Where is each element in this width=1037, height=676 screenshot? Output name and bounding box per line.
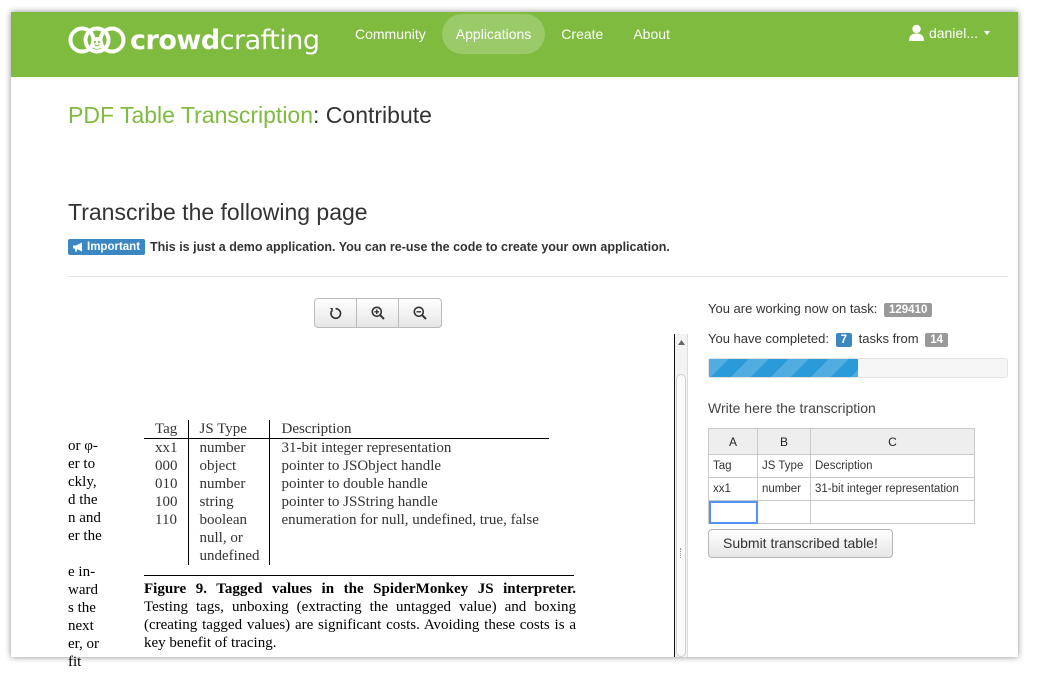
completion-status: You have completed: 7 tasks from 14 — [708, 331, 948, 347]
zoom-out-icon — [413, 306, 427, 320]
user-name: daniel... — [928, 24, 978, 41]
pdf-table-row: undefined — [144, 547, 549, 565]
progress-bar — [708, 358, 1008, 378]
pdf-text-fragment: ckly, — [68, 474, 97, 490]
nav-create[interactable]: Create — [561, 26, 604, 42]
crowdcrafting-logo-icon — [68, 21, 126, 59]
submit-button[interactable]: Submit transcribed table! — [708, 529, 893, 558]
demo-notice — [68, 239, 670, 255]
completed-count-badge: 7 — [836, 333, 852, 347]
nav-about[interactable]: About — [633, 26, 670, 42]
pdf-text-fragment: fit — [68, 654, 82, 670]
grid-cell[interactable] — [811, 501, 975, 524]
grid-cell[interactable]: Description — [811, 455, 975, 478]
scroll-thumb[interactable] — [676, 374, 686, 657]
zoom-in-icon — [371, 306, 385, 320]
grid-row — [709, 501, 975, 524]
pdf-toolbar — [314, 298, 442, 328]
scroll-grip-icon — [680, 548, 682, 558]
pdf-table — [144, 420, 574, 565]
megaphone-icon — [73, 242, 84, 252]
pdf-text-fragment: d the — [68, 492, 98, 508]
nav-community[interactable]: Community — [355, 26, 426, 42]
pdf-table-header: JS Type — [188, 420, 270, 439]
grid-column-header[interactable]: A — [709, 429, 758, 455]
page-title-suffix: : Contribute — [313, 102, 432, 128]
rotate-icon — [329, 307, 342, 320]
important-badge: Important — [68, 239, 145, 255]
pdf-text-fragment: or φ- — [68, 438, 98, 454]
app-name-link[interactable]: PDF Table Transcription — [68, 102, 314, 128]
browser-page — [11, 12, 1018, 670]
pdf-table-header: Description — [270, 420, 549, 439]
notice-text: This is just a demo application. You can re-use the code to create your own application. — [150, 240, 670, 254]
zoom-out-button[interactable] — [399, 299, 441, 327]
grid-cell-selected[interactable] — [709, 501, 758, 524]
pdf-text-fragment: s the — [68, 600, 96, 616]
pdf-scrollbar[interactable] — [674, 334, 688, 657]
grid-row — [709, 455, 975, 478]
progress-bar-fill — [709, 359, 858, 377]
zoom-in-button[interactable] — [357, 299, 399, 327]
pdf-text-fragment: er the — [68, 528, 102, 544]
pdf-table-row: xx1 number 31-bit integer representation — [144, 439, 549, 458]
pdf-text-fragment: next — [68, 618, 94, 634]
pdf-table-row: 000 object pointer to JSObject handle — [144, 457, 549, 475]
scroll-up-arrow-icon[interactable] — [675, 336, 688, 348]
grid-cell[interactable]: 31-bit integer representation — [811, 478, 975, 501]
grid-column-header[interactable]: C — [811, 429, 975, 455]
grid-cell[interactable]: xx1 — [709, 478, 758, 501]
task-status: You are working now on task: 129410 — [708, 301, 932, 317]
user-icon — [909, 24, 924, 41]
total-count-badge: 14 — [925, 333, 948, 347]
pdf-rule — [144, 575, 574, 576]
grid-cell[interactable]: Tag — [709, 455, 758, 478]
grid-row — [709, 478, 975, 501]
chevron-down-icon — [984, 31, 990, 35]
pdf-table-row: 100 string pointer to JSString handle — [144, 493, 549, 511]
pdf-table-row: 110 boolean enumeration for null, undefined, true, false — [144, 511, 549, 529]
brand-logo[interactable] — [68, 19, 320, 61]
pdf-figure-caption: Figure 9. Tagged values in the SpiderMonkey JS interpreter. Testing tags, unboxing (extracting the untagged value) and boxing (creating tagged values) are significant costs. Avoiding these costs is a key benefit of tracing. — [144, 581, 576, 651]
pdf-table-row: 010 number pointer to double handle — [144, 475, 549, 493]
transcription-label: Write here the transcription — [708, 400, 876, 416]
task-id-badge: 129410 — [884, 303, 932, 317]
rotate-button[interactable] — [315, 299, 357, 327]
pdf-text-fragment: e in- — [68, 564, 96, 580]
grid-column-header[interactable]: B — [758, 429, 811, 455]
divider — [68, 276, 1008, 277]
pdf-text-fragment: ward — [68, 582, 98, 598]
pdf-table-row: null, or — [144, 529, 549, 547]
user-menu[interactable] — [909, 24, 990, 41]
transcription-grid[interactable] — [708, 428, 975, 524]
grid-cell[interactable]: JS Type — [758, 455, 811, 478]
pdf-viewer[interactable] — [68, 334, 674, 670]
grid-cell[interactable]: number — [758, 478, 811, 501]
main-nav — [341, 14, 686, 54]
section-title: Transcribe the following page — [68, 199, 368, 225]
pdf-table-header: Tag — [144, 420, 188, 439]
top-navbar — [11, 12, 1018, 77]
grid-cell[interactable] — [758, 501, 811, 524]
nav-applications[interactable]: Applications — [442, 14, 546, 54]
pdf-text-fragment: n and — [68, 510, 101, 526]
brand-name: crowdcrafting — [130, 24, 320, 56]
pdf-text-fragment: er, or — [68, 636, 100, 652]
pdf-text-fragment: er to — [68, 456, 96, 472]
page-title — [68, 102, 432, 129]
